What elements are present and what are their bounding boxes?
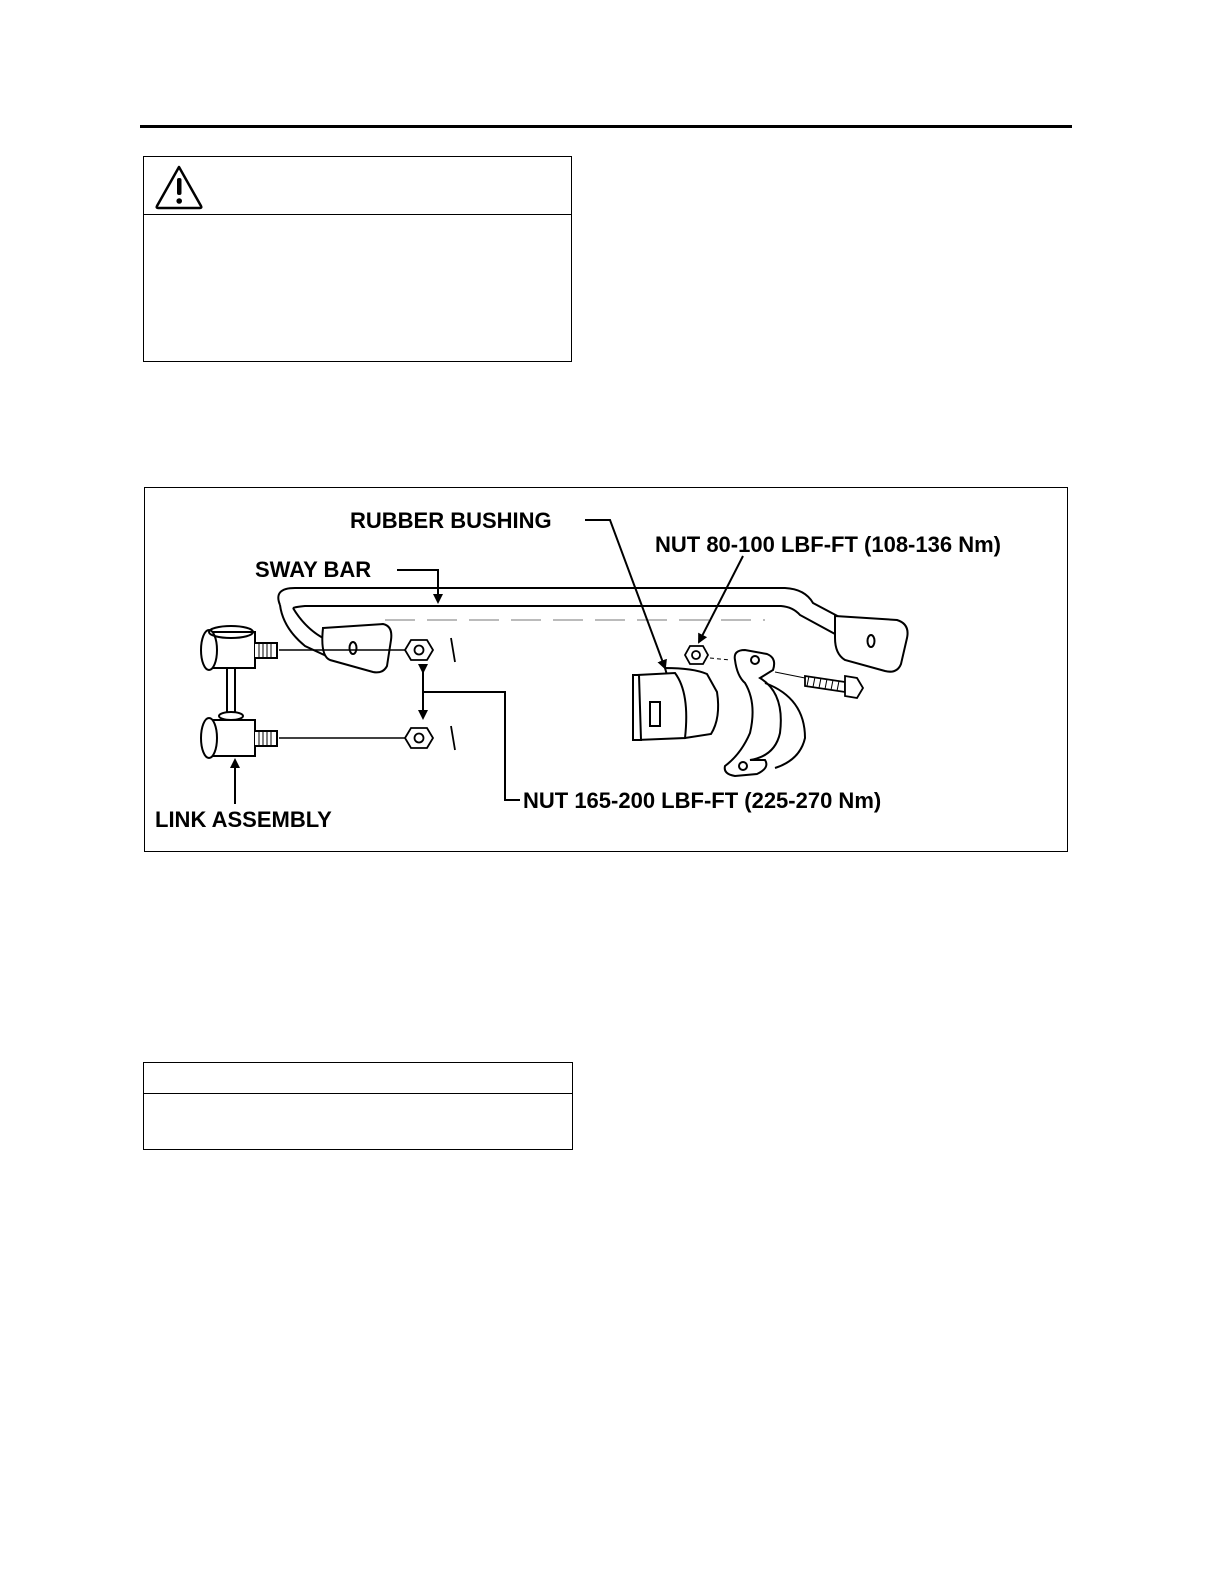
nut-upper-leader [699,556,743,642]
sway-bar-leader [397,570,438,602]
label-nut-upper: NUT 80-100 LBF-FT (108-136 Nm) [655,532,1001,557]
header-rule [140,125,1072,128]
sway-bar [278,588,907,672]
castle-nut-upper [405,638,455,662]
clamp-bolt [775,672,863,698]
note-header [144,1063,572,1094]
link-assembly [201,626,277,758]
nut-bracket-leader [423,672,520,800]
label-link-assembly: LINK ASSEMBLY [155,807,332,832]
note-box [143,1062,573,1150]
rubber-bushing-leader [585,520,665,668]
warning-triangle-icon [154,164,204,210]
label-sway-bar: SWAY BAR [255,557,372,582]
sway-bar-illustration [145,488,1069,853]
bushing-clamp [725,650,805,776]
hex-nut-upper [685,646,730,664]
warning-box [143,156,572,362]
sway-bar-diagram [144,487,1068,852]
warning-header [144,157,571,215]
castle-nut-lower [405,726,455,750]
rubber-bushing [633,668,718,740]
label-nut-lower: NUT 165-200 LBF-FT (225-270 Nm) [523,788,882,813]
label-rubber-bushing: RUBBER BUSHING [350,508,552,533]
